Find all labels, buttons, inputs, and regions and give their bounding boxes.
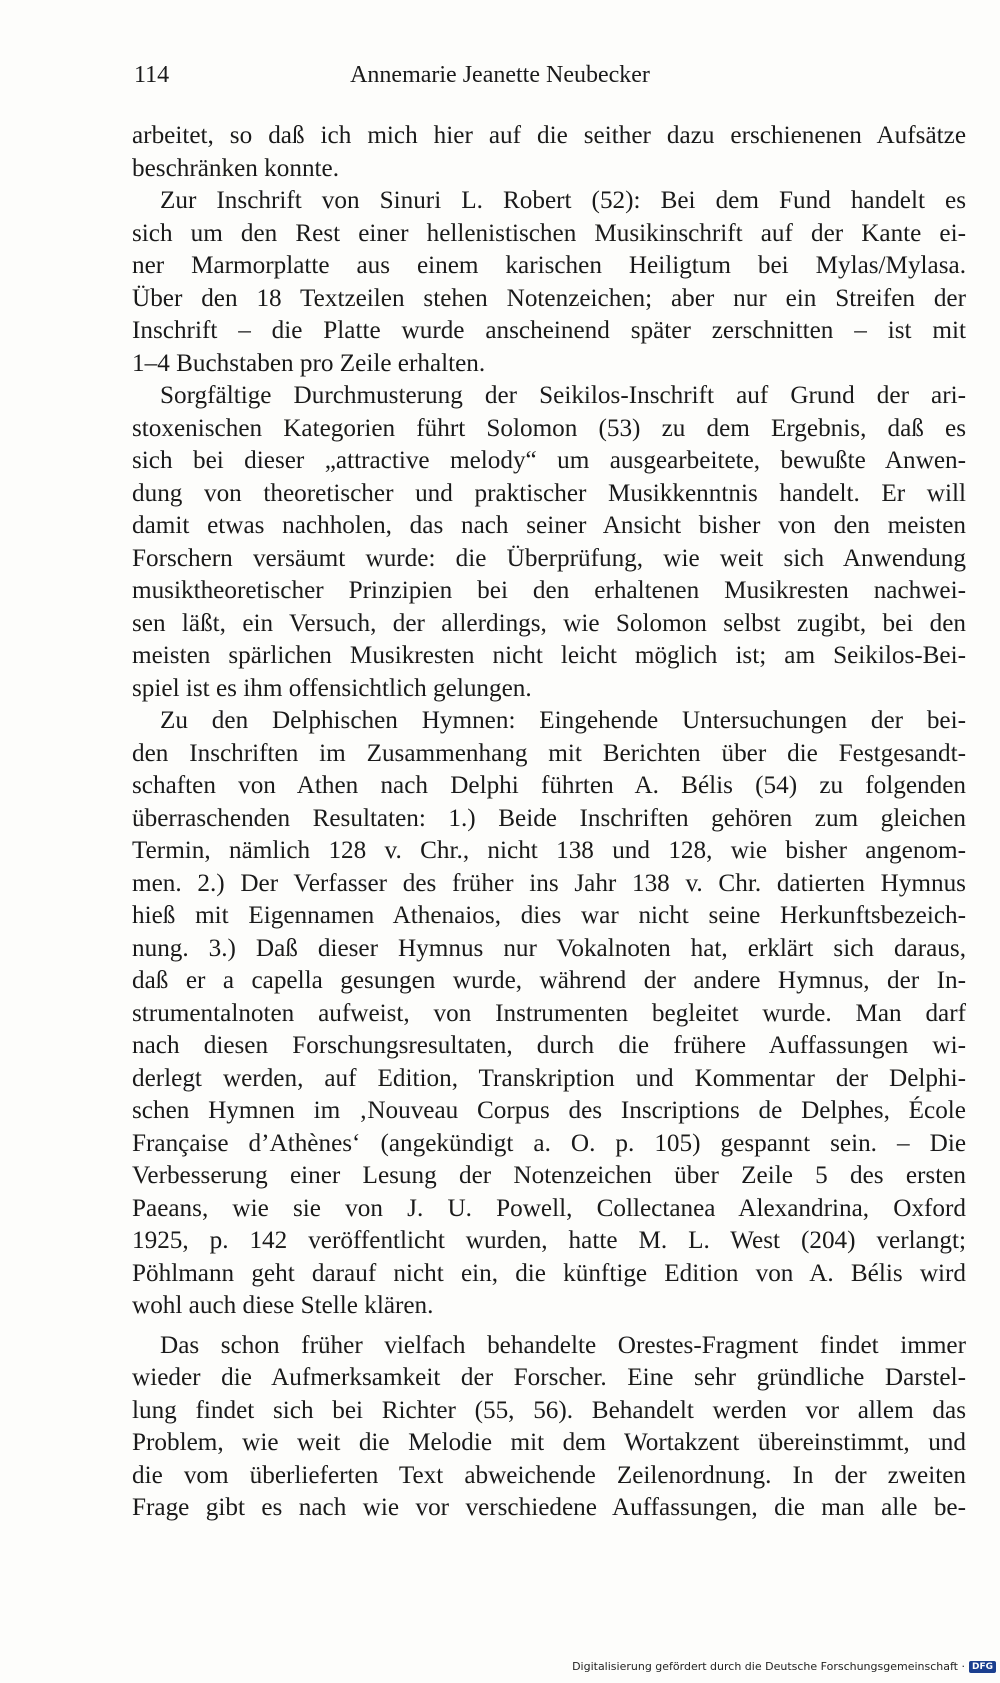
text-line: sen läßt, ein Versuch, der allerdings, wie Solomon selbst zugibt, bei den	[132, 609, 966, 637]
text-line: Paeans, wie sie von J. U. Powell, Collectanea Alexandrina, Oxford	[132, 1194, 966, 1222]
text-line: überraschenden Resultaten: 1.) Beide Inschriften gehören zum gleichen	[132, 804, 966, 832]
text-line: Das schon früher vielfach behandelte Orestes-Fragment findet immer	[160, 1331, 966, 1359]
text-line: men. 2.) Der Verfasser des früher ins Jahr 138 v. Chr. datierten Hymnus	[132, 869, 966, 897]
text-line: 1–4 Buchstaben pro Zeile erhalten.	[132, 349, 486, 377]
dfg-logo-icon: DFG	[969, 1661, 996, 1673]
text-line: Frage gibt es nach wie vor verschiedene Auffassungen, die man alle be-	[132, 1494, 966, 1521]
text-line: sich um den Rest einer hellenistischen Musikinschrift auf der Kante ei-	[132, 219, 966, 247]
text-line: meisten spärlichen Musikresten nicht leicht möglich ist; am Seikilos-Bei-	[132, 642, 966, 669]
text-line: lung findet sich bei Richter (55, 56). Behandelt werden vor allem das	[132, 1396, 966, 1424]
text-line: nung. 3.) Daß dieser Hymnus nur Vokalnoten hat, erklärt sich daraus,	[132, 934, 966, 962]
text-line: Termin, nämlich 128 v. Chr., nicht 138 und 128, wie bisher angenom-	[132, 837, 966, 864]
text-line: daß er a capella gesungen wurde, während der andere Hymnus, der In-	[132, 967, 966, 994]
text-line: die vom überlieferten Text abweichende Zeilenordnung. In der zweiten	[132, 1461, 966, 1489]
text-line: Zu den Delphischen Hymnen: Eingehende Untersuchungen der bei-	[160, 707, 966, 734]
text-line: Pöhlmann geht darauf nicht ein, die künftige Edition von A. Bélis wird	[132, 1259, 966, 1287]
text-line: ner Marmorplatte aus einem karischen Heiligtum bei Mylas/Mylasa.	[132, 252, 966, 279]
text-line: stoxenischen Kategorien führt Solomon (53) zu dem Ergebnis, daß es	[132, 414, 966, 442]
text-line: Über den 18 Textzeilen stehen Notenzeichen; aber nur ein Streifen der	[132, 284, 966, 312]
text-line: damit etwas nachholen, das nach seiner Ansicht bisher von den meisten	[132, 512, 966, 539]
text-line: nach diesen Forschungsresultaten, durch die frühere Auffassungen wi-	[132, 1032, 966, 1059]
text-line: hieß mit Eigennamen Athenaios, dies war nicht seine Herkunftsbezeich-	[132, 902, 966, 929]
text-line: arbeitet, so daß ich mich hier auf die seither dazu erschienenen Aufsätze	[132, 122, 966, 149]
text-line: Forschern versäumt wurde: die Überprüfung, wie weit sich Anwendung	[132, 544, 966, 572]
text-line: strumentalnoten aufweist, von Instrumenten begleitet wurde. Man darf	[132, 999, 966, 1027]
body-text	[132, 120, 966, 1525]
text-line: wieder die Aufmerksamkeit der Forscher. Eine sehr gründliche Darstel-	[132, 1364, 966, 1391]
text-line: Sorgfältige Durchmusterung der Seikilos-Inschrift auf Grund der ari-	[160, 382, 966, 409]
page-number: 114	[134, 62, 170, 88]
text-line: schen Hymnen im ‚Nouveau Corpus des Inscriptions de Delphes, École	[132, 1097, 966, 1124]
text-line: beschränken konnte.	[132, 154, 340, 182]
text-line: Française d’Athènes‘ (angekündigt a. O. p. 105) gespannt sein. – Die	[132, 1129, 966, 1157]
text-line: 1925, p. 142 veröffentlicht wurden, hatte M. L. West (204) verlangt;	[132, 1227, 966, 1254]
text-line: Problem, wie weit die Melodie mit dem Wortakzent übereinstimmt, und	[132, 1429, 966, 1456]
running-head: Annemarie Jeanette Neubecker	[350, 62, 650, 88]
text-line: Inschrift – die Platte wurde anscheinend später zerschnitten – ist mit	[132, 317, 966, 344]
text-line: dung von theoretischer und praktischer Musikkenntnis handelt. Er will	[132, 479, 966, 507]
text-line: schaften von Athen nach Delphi führten A. Bélis (54) zu folgenden	[132, 772, 966, 799]
digitization-footer	[572, 1660, 996, 1673]
text-line: sich bei dieser „attractive melody“ um ausgearbeitete, bewußte Anwen-	[132, 447, 966, 474]
text-line: musiktheoretischer Prinzipien bei den erhaltenen Musikresten nachwei-	[132, 577, 966, 604]
text-line: wohl auch diese Stelle klären.	[132, 1292, 434, 1319]
footer-credit: Digitalisierung gefördert durch die Deutsche Forschungsgemeinschaft ·	[572, 1660, 965, 1673]
text-line: den Inschriften im Zusammenhang mit Berichten über die Festgesandt-	[132, 739, 966, 767]
text-line: spiel ist es ihm offensichtlich gelungen.	[132, 674, 532, 702]
text-line: derlegt werden, auf Edition, Transkription und Kommentar der Delphi-	[132, 1064, 966, 1092]
text-line: Verbesserung einer Lesung der Notenzeichen über Zeile 5 des ersten	[132, 1162, 966, 1189]
text-line: Zur Inschrift von Sinuri L. Robert (52): Bei dem Fund handelt es	[160, 187, 966, 214]
page-header	[126, 62, 874, 102]
